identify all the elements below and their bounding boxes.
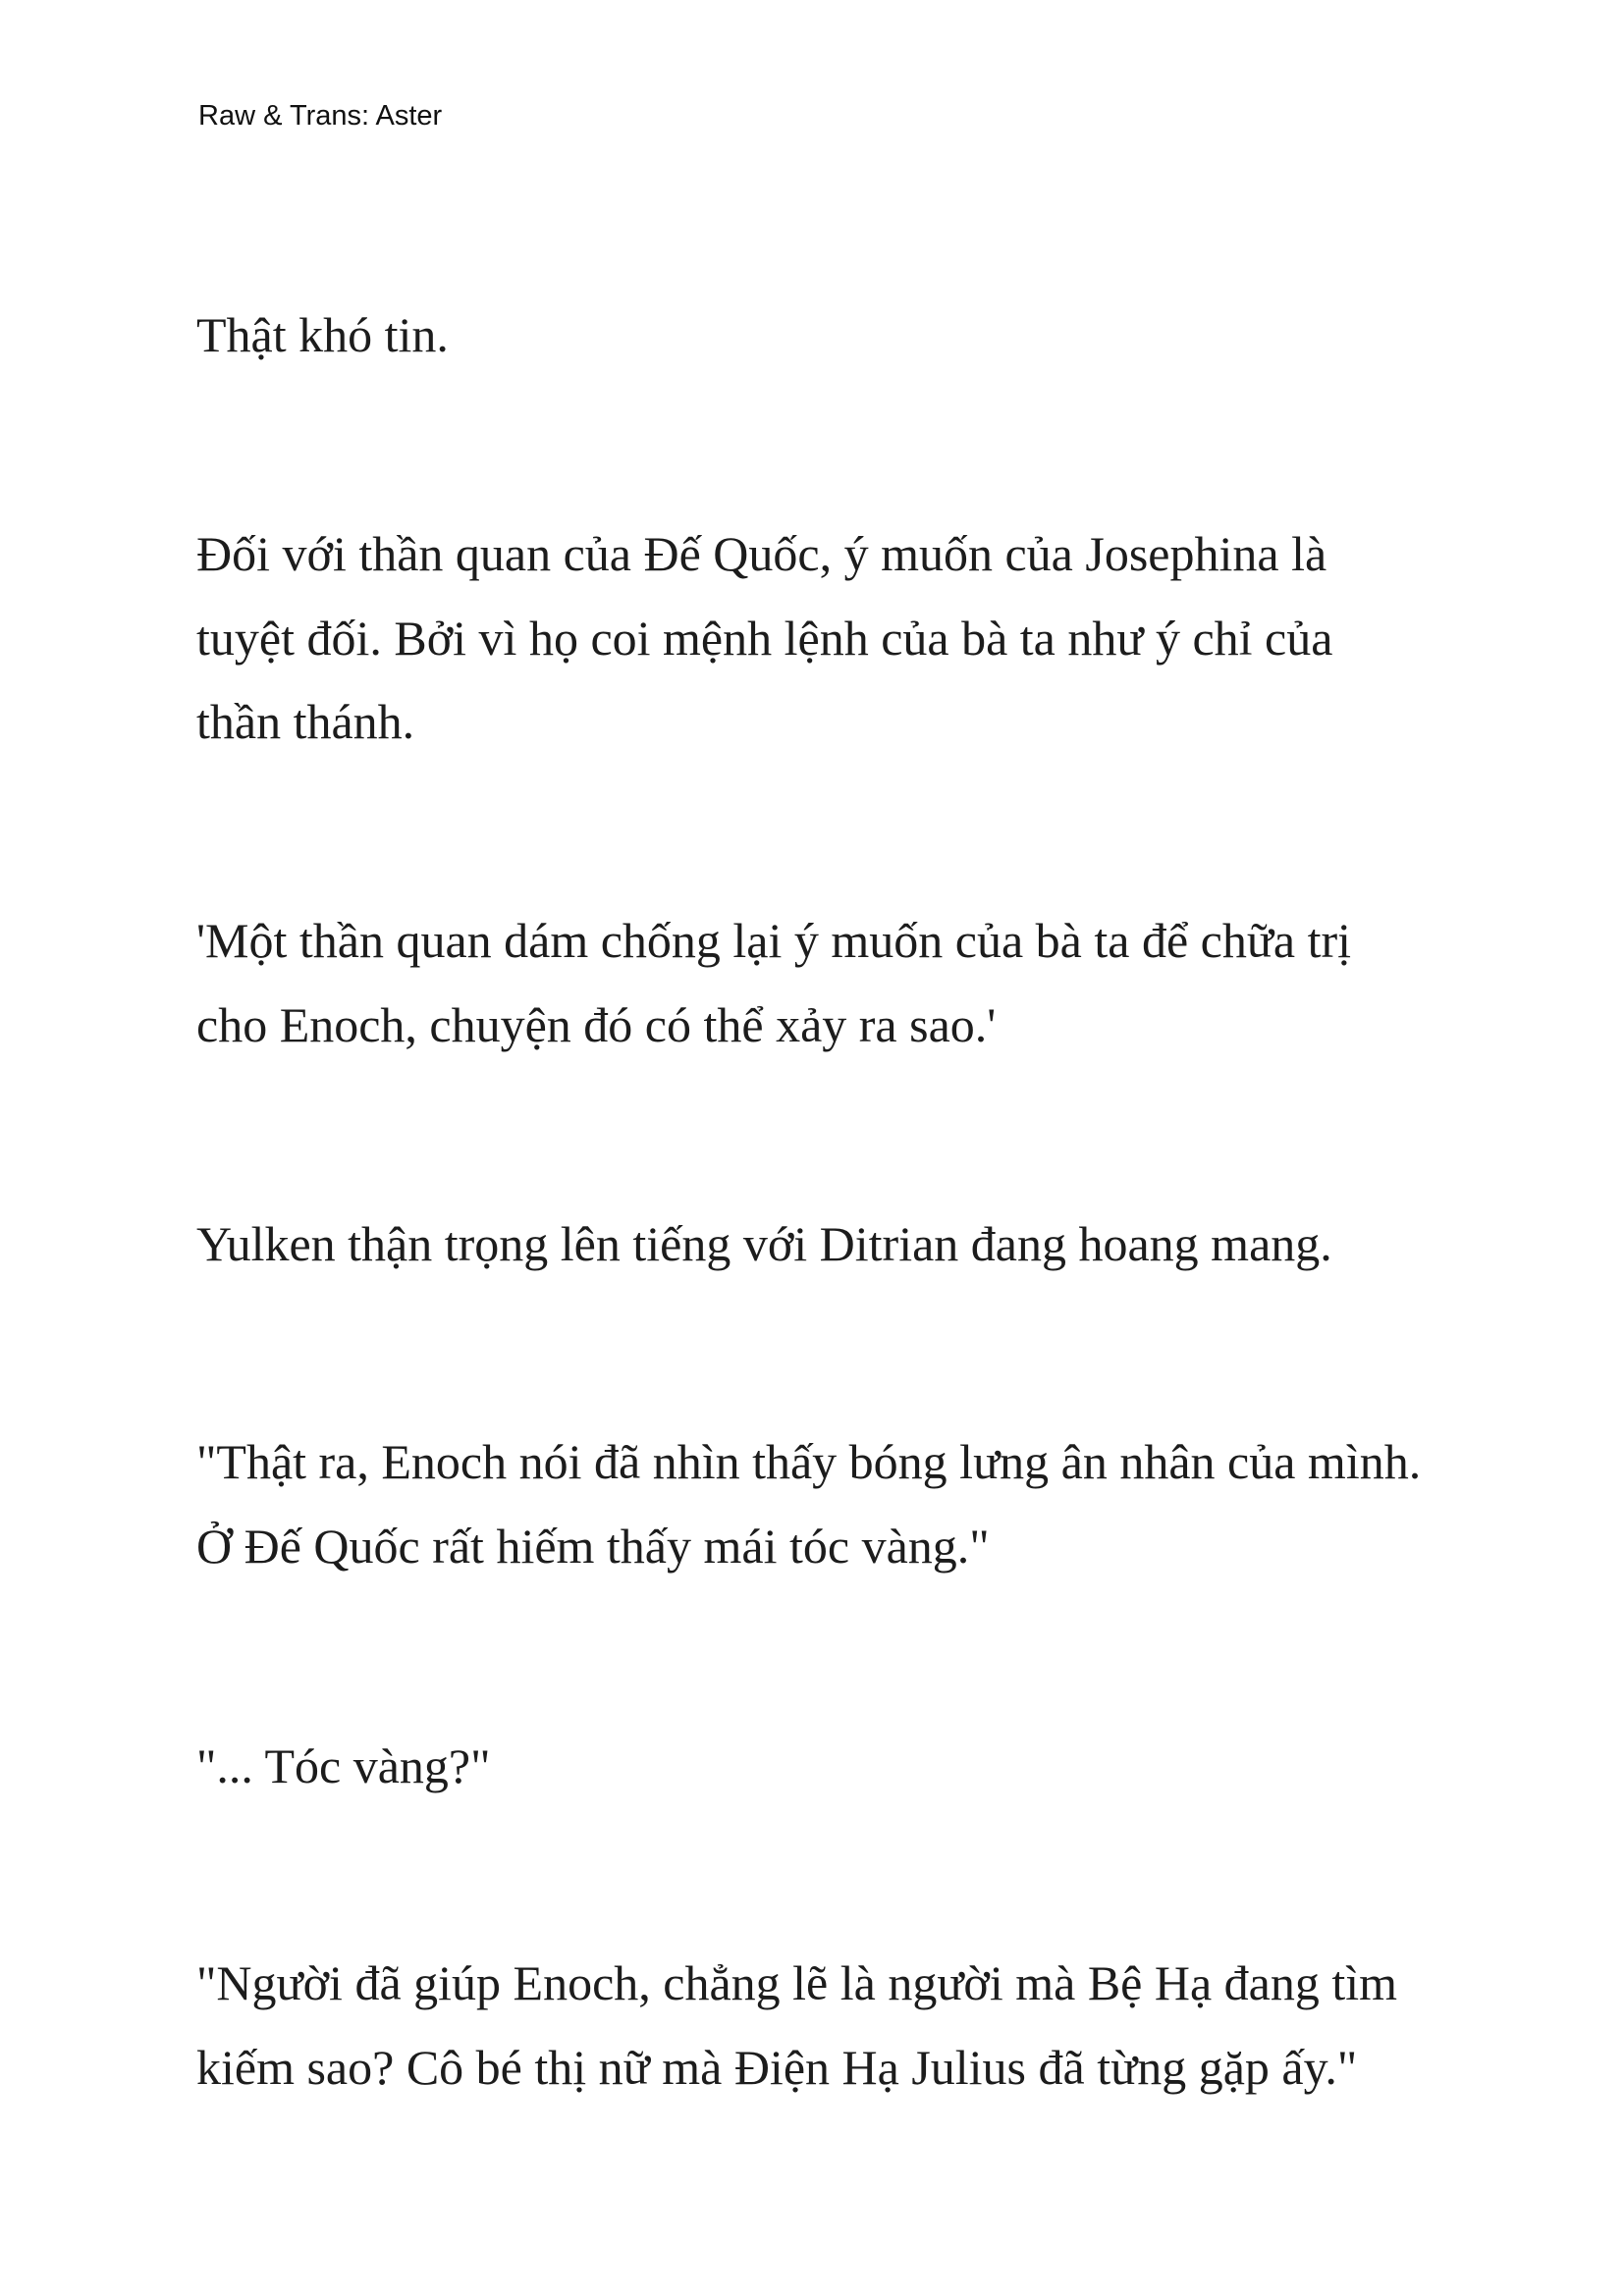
text-line: Thật khó tin. [196, 307, 449, 362]
text-line: tuyệt đối. Bởi vì họ coi mệnh lệnh của bà ta như ý chỉ của [196, 611, 1333, 666]
text-line: cho Enoch, chuyện đó có thể xảy ra sao.' [196, 997, 997, 1052]
translator-credit: Raw & Trans: Aster [198, 100, 443, 132]
text-line: Đối với thần quan của Đế Quốc, ý muốn của Josephina là [196, 526, 1327, 581]
text-line: "... Tóc vàng?" [196, 1738, 491, 1793]
text-line: thần thánh. [196, 694, 415, 749]
text-line: "Thật ra, Enoch nói đã nhìn thấy bóng lưng ân nhân của mình. [196, 1434, 1422, 1489]
text-line: Yulken thận trọng lên tiếng với Ditrian đang hoang mang. [196, 1216, 1332, 1271]
text-line: Ở Đế Quốc rất hiếm thấy mái tóc vàng." [196, 1519, 990, 1574]
text-line: "Người đã giúp Enoch, chẳng lẽ là người mà Bệ Hạ đang tìm [196, 1955, 1398, 2010]
text-line: 'Một thần quan dám chống lại ý muốn của bà ta để chữa trị [196, 913, 1352, 968]
text-line: kiếm sao? Cô bé thị nữ mà Điện Hạ Julius đã từng gặp ấy." [196, 2040, 1358, 2095]
